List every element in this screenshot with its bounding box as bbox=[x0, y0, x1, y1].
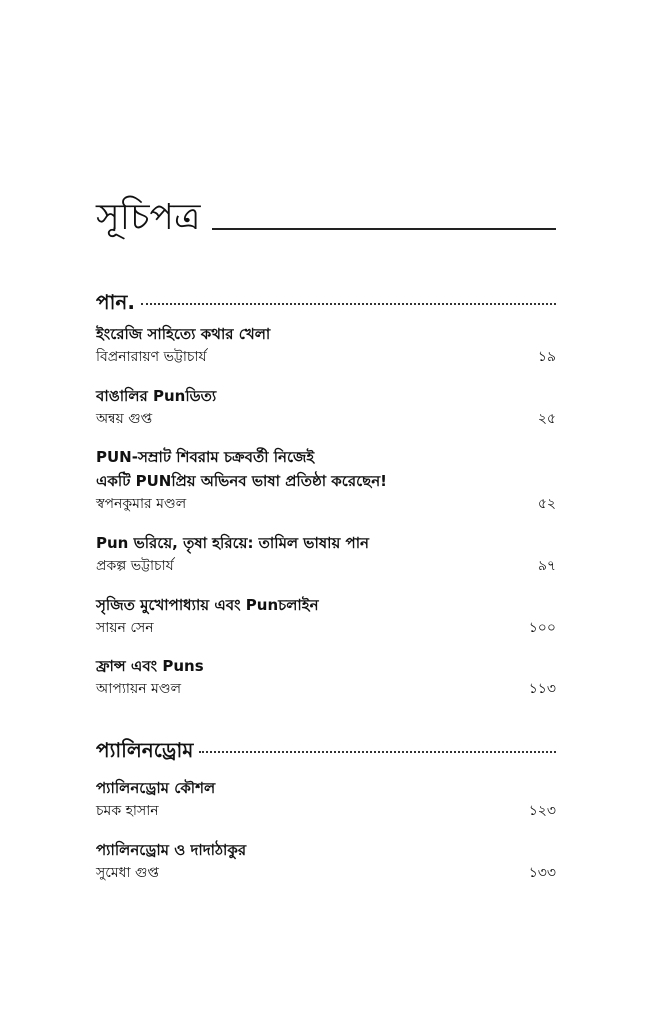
entry-page-number: ২৫ bbox=[537, 411, 556, 427]
toc-entry[interactable] bbox=[96, 593, 556, 639]
dot-leader bbox=[199, 751, 556, 753]
entry-author: অন্বয় গুপ্ত bbox=[96, 411, 153, 427]
entry-author: সায়ন সেন bbox=[96, 620, 154, 636]
entry-author: আপ্যায়ন মণ্ডল bbox=[96, 681, 182, 697]
section-heading-palindrome bbox=[96, 736, 556, 769]
entry-title: PUN-সম্রাট শিবরাম চক্রবর্তী নিজেই bbox=[96, 448, 315, 466]
entry-title: Pun ভরিয়ে, তৃষা হরিয়ে: তামিল ভাষায় পান bbox=[96, 534, 369, 552]
toc-header bbox=[96, 190, 556, 240]
entry-title-continued: একটি PUNপ্রিয় অভিনব ভাষা প্রতিষ্ঠা করেছেন! bbox=[96, 472, 387, 490]
section-title: পান. bbox=[96, 290, 135, 314]
entry-title: ইংরেজি সাহিত্যে কথার খেলা bbox=[96, 325, 271, 343]
entry-author: বিপ্রনারায়ণ ভট্টাচার্য bbox=[96, 349, 207, 365]
toc-entry[interactable] bbox=[96, 322, 556, 368]
entry-page-number: ১১৩ bbox=[528, 681, 556, 697]
toc-entry[interactable] bbox=[96, 838, 556, 884]
entry-title: প্যালিনড্রোম ও দাদাঠাকুর bbox=[96, 841, 247, 859]
toc-entry[interactable] bbox=[96, 776, 556, 822]
entry-author: চমক হাসান bbox=[96, 803, 159, 819]
entry-page-number: ৯৭ bbox=[537, 558, 556, 574]
toc-entry[interactable] bbox=[96, 445, 556, 515]
entry-author: সুমেধা গুপ্ত bbox=[96, 865, 159, 881]
entry-title: সৃজিত মুখোপাধ্যায় এবং Punচলাইন bbox=[96, 596, 319, 614]
toc-entry[interactable] bbox=[96, 531, 556, 577]
entry-page-number: ১০০ bbox=[528, 620, 556, 636]
section-title: প্যালিনড্রোম bbox=[96, 738, 194, 762]
entry-author: স্বপনকুমার মণ্ডল bbox=[96, 496, 187, 512]
dot-leader bbox=[141, 303, 556, 305]
entry-title: বাঙালির Punডিত্য bbox=[96, 387, 217, 405]
section-heading-pun bbox=[96, 288, 556, 321]
title-underline bbox=[212, 228, 556, 230]
entry-page-number: ১৩৩ bbox=[528, 865, 556, 881]
toc-entry[interactable] bbox=[96, 384, 556, 430]
entry-page-number: ১২৩ bbox=[528, 803, 556, 819]
entry-author: প্রকল্প ভট্টাচার্য bbox=[96, 558, 174, 574]
entry-title: প্যালিনড্রোম কৌশল bbox=[96, 779, 216, 797]
toc-entry[interactable] bbox=[96, 654, 556, 700]
entry-title: ফ্রান্স এবং Puns bbox=[96, 657, 204, 675]
page-title: সূচিপত্র bbox=[96, 197, 201, 238]
entry-page-number: ১৯ bbox=[537, 349, 556, 365]
entry-page-number: ৫২ bbox=[537, 496, 556, 512]
